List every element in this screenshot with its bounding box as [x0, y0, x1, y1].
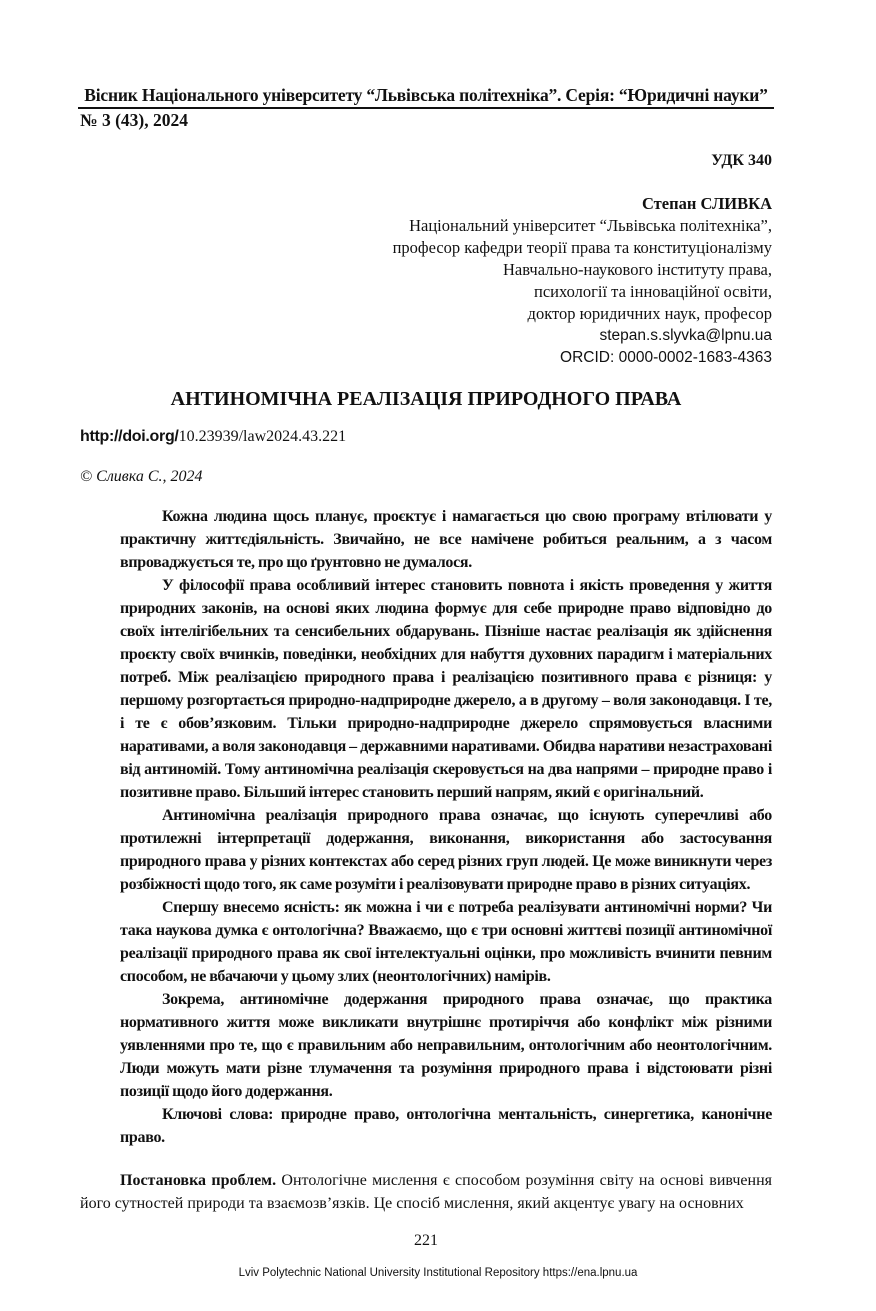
abstract-paragraph: Зокрема, антиномічне додержання природного права означає, що практика нормативного життя може викликати внутрішнє протиріччя або конфлікт між різними уявленнями про те, що є правильним або неправильним, онтологічним або неонтологічним. Люди можуть мати різне тлумачення та розуміння природного права і відстоювати різні позиції щодо його додержання.: [120, 991, 772, 1100]
doi-prefix: http://doi.org/: [80, 428, 179, 445]
abstract-paragraph: Кожна людина щось планує, проєктує і намагається цю свою програму втілювати у практичну життєдіяльність. Звичайно, не все намічене робиться реальним, а з часом впроваджується те, про що ґрунтовно не думалося.: [120, 508, 772, 571]
doi-link[interactable]: [80, 427, 772, 447]
author-orcid[interactable]: ORCID: 0000-0002-1683-4363: [560, 349, 772, 366]
copyright: © Сливка С., 2024: [80, 468, 203, 485]
abstract-paragraph: Антиномічна реалізація природного права означає, що існують суперечливі або протилежні інтерпретації додержання, виконання, використання або застосування природного права у різних контекстах або серед різних груп людей. Це може виникнути через розбіжності щодо того, як саме розуміти і реалізовувати природне право в різних ситуаціях.: [120, 807, 772, 893]
article-title: АНТИНОМІЧНА РЕАЛІЗАЦІЯ ПРИРОДНОГО ПРАВА: [170, 388, 682, 410]
affiliation-line: Національний університет “Львівська політехніка”,: [409, 216, 772, 235]
affiliation-line: психології та інноваційної освіти,: [534, 282, 772, 301]
abstract-paragraph: У філософії права особливий інтерес становить повнота і якість проведення у життя природних законів, на основі яких людина формує для себе природне право відповідно до своїх інтелігібельних та сенсибельних обдарувань. Пізніше настає реалізація як здійснення проєкту своїх вчинків, поведінки, необхідних для набуття духовних парадигм і матеріальних потреб. Між реалізацією природного права і реалізацією позитивного права є різниця: у першому розгортається природно-надприродне джерело, а в другому – воля законодавця. І те, і те є обов’язковим. Тільки природно-надприродне джерело спрямовується власними наративами, а воля законодавця – державними наративами. Обидва наративи незастраховані від антиномій. Тому антиномічна реалізація скеровується на два напрями – природне право і позитивне право. Більший інтерес становить перший напрям, який є оригінальний.: [120, 577, 772, 801]
doi-id: 10.23939/law2024.43.221: [178, 428, 347, 445]
udk-code: УДК 340: [711, 152, 772, 169]
abstract: [120, 505, 772, 1149]
section-lead: Постановка проблем.: [120, 1172, 277, 1189]
body-paragraph: [80, 1169, 772, 1215]
abstract-paragraph: Спершу внесемо ясність: як можна і чи є потреба реалізувати антиномічні норми? Чи така наукова думка є онтологічна? Вважаємо, що є три основні життєві позиції антиномічної реалізації природного права як свої інтелектуальні оцінки, про можливість вчинити певним способом, не вбачаючи у цьому злих (неонтологічних) намірів.: [120, 899, 772, 985]
body-text: [80, 1169, 772, 1215]
page-number: 221: [414, 1232, 438, 1249]
affiliation-line: Навчально-наукового інституту права,: [503, 260, 772, 279]
author-email[interactable]: stepan.s.slyvka@lpnu.ua: [599, 327, 772, 344]
body-paragraph-text: Онтологічне мислення є способом розуміння світу на основі вивчення його сутностей природи та взаємозв’язків. Це спосіб мислення, який акцентує увагу на основних: [80, 1172, 773, 1212]
affiliation-line: професор кафедри теорії права та конституціоналізму: [392, 238, 772, 257]
repository-footer: Lviv Polytechnic National University Institutional Repository https://ena.lpnu.ua: [238, 1267, 638, 1279]
keywords: Ключові слова: природне право, онтологічна ментальність, синергетика, канонічне право.: [120, 1106, 772, 1146]
journal-title: Вісник Національного університету “Львівська політехніка”. Серія: “Юридичні науки”: [84, 85, 768, 105]
author-name: Степан СЛИВКА: [641, 194, 772, 213]
issue-number: № 3 (43), 2024: [80, 110, 188, 130]
affiliation-line: доктор юридичних наук, професор: [527, 304, 772, 323]
author-block: [80, 193, 772, 369]
